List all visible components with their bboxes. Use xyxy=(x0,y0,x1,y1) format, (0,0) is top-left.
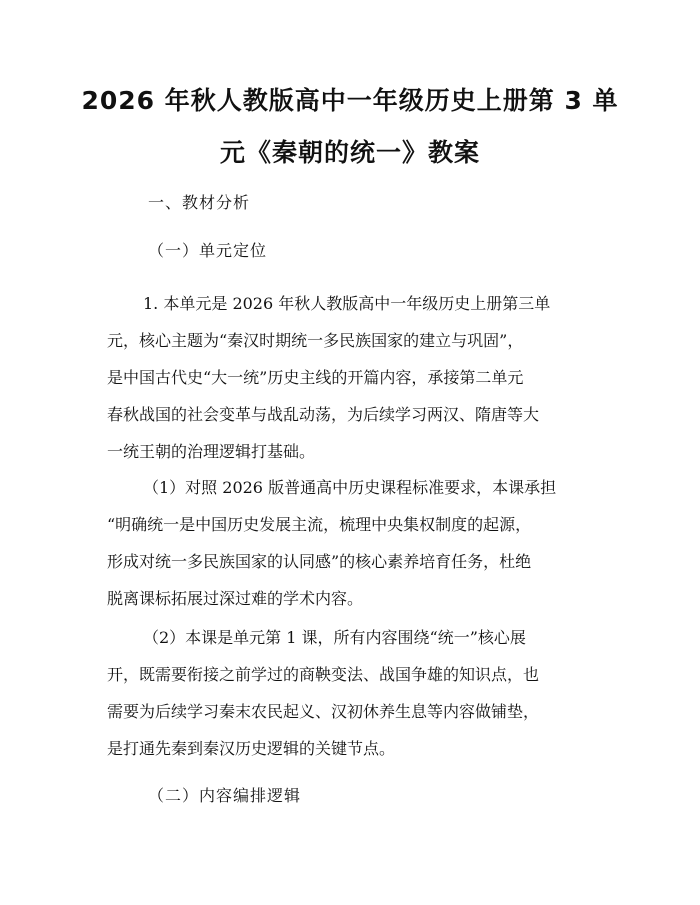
paragraph-line: 一统王朝的治理逻辑打基础。 xyxy=(107,442,316,461)
paragraph-line: 春秋战国的社会变革与战乱动荡，为后续学习两汉、隋唐等大 xyxy=(107,405,540,424)
paragraph-line: 开，既需要衔接之前学过的商鞅变法、战国争雄的知识点，也 xyxy=(107,665,540,684)
paragraph-line: 是中国古代史“大一统”历史主线的开篇内容，承接第二单元 xyxy=(107,368,524,387)
paragraph-line: 1. 本单元是 2026 年秋人教版高中一年级历史上册第三单 xyxy=(143,294,551,313)
section-heading-textbook-analysis: 一、教材分析 xyxy=(148,193,251,212)
paragraph-curriculum-standard xyxy=(107,469,597,617)
paragraph-line: “明确统一是中国历史发展主流，梳理中央集权制度的起源， xyxy=(107,515,532,534)
paragraph-lesson-role xyxy=(107,619,597,767)
paragraph-line: 脱离课标拓展过深过难的学术内容。 xyxy=(107,589,364,608)
paragraph-line: 元，核心主题为“秦汉时期统一多民族国家的建立与巩固”， xyxy=(107,331,524,350)
subsection-heading-content-arrangement: （二）内容编排逻辑 xyxy=(148,786,302,805)
subsection-heading-unit-positioning: （一）单元定位 xyxy=(148,241,268,260)
paragraph-unit-overview xyxy=(107,285,597,470)
paragraph-line: 形成对统一多民族国家的认同感”的核心素养培育任务，杜绝 xyxy=(107,552,532,571)
document-title-line-2: 元《秦朝的统一》教案 xyxy=(219,138,480,167)
document-title-line-1: 2026 年秋人教版高中一年级历史上册第 3 单 xyxy=(81,86,619,115)
paragraph-line: （1）对照 2026 版普通高中历史课程标准要求，本课承担 xyxy=(143,478,557,497)
paragraph-line: 是打通先秦到秦汉历史逻辑的关键节点。 xyxy=(107,739,396,758)
paragraph-line: （2）本课是单元第 1 课，所有内容围绕“统一”核心展 xyxy=(143,628,526,647)
paragraph-line: 需要为后续学习秦末农民起义、汉初休养生息等内容做铺垫， xyxy=(107,702,540,721)
